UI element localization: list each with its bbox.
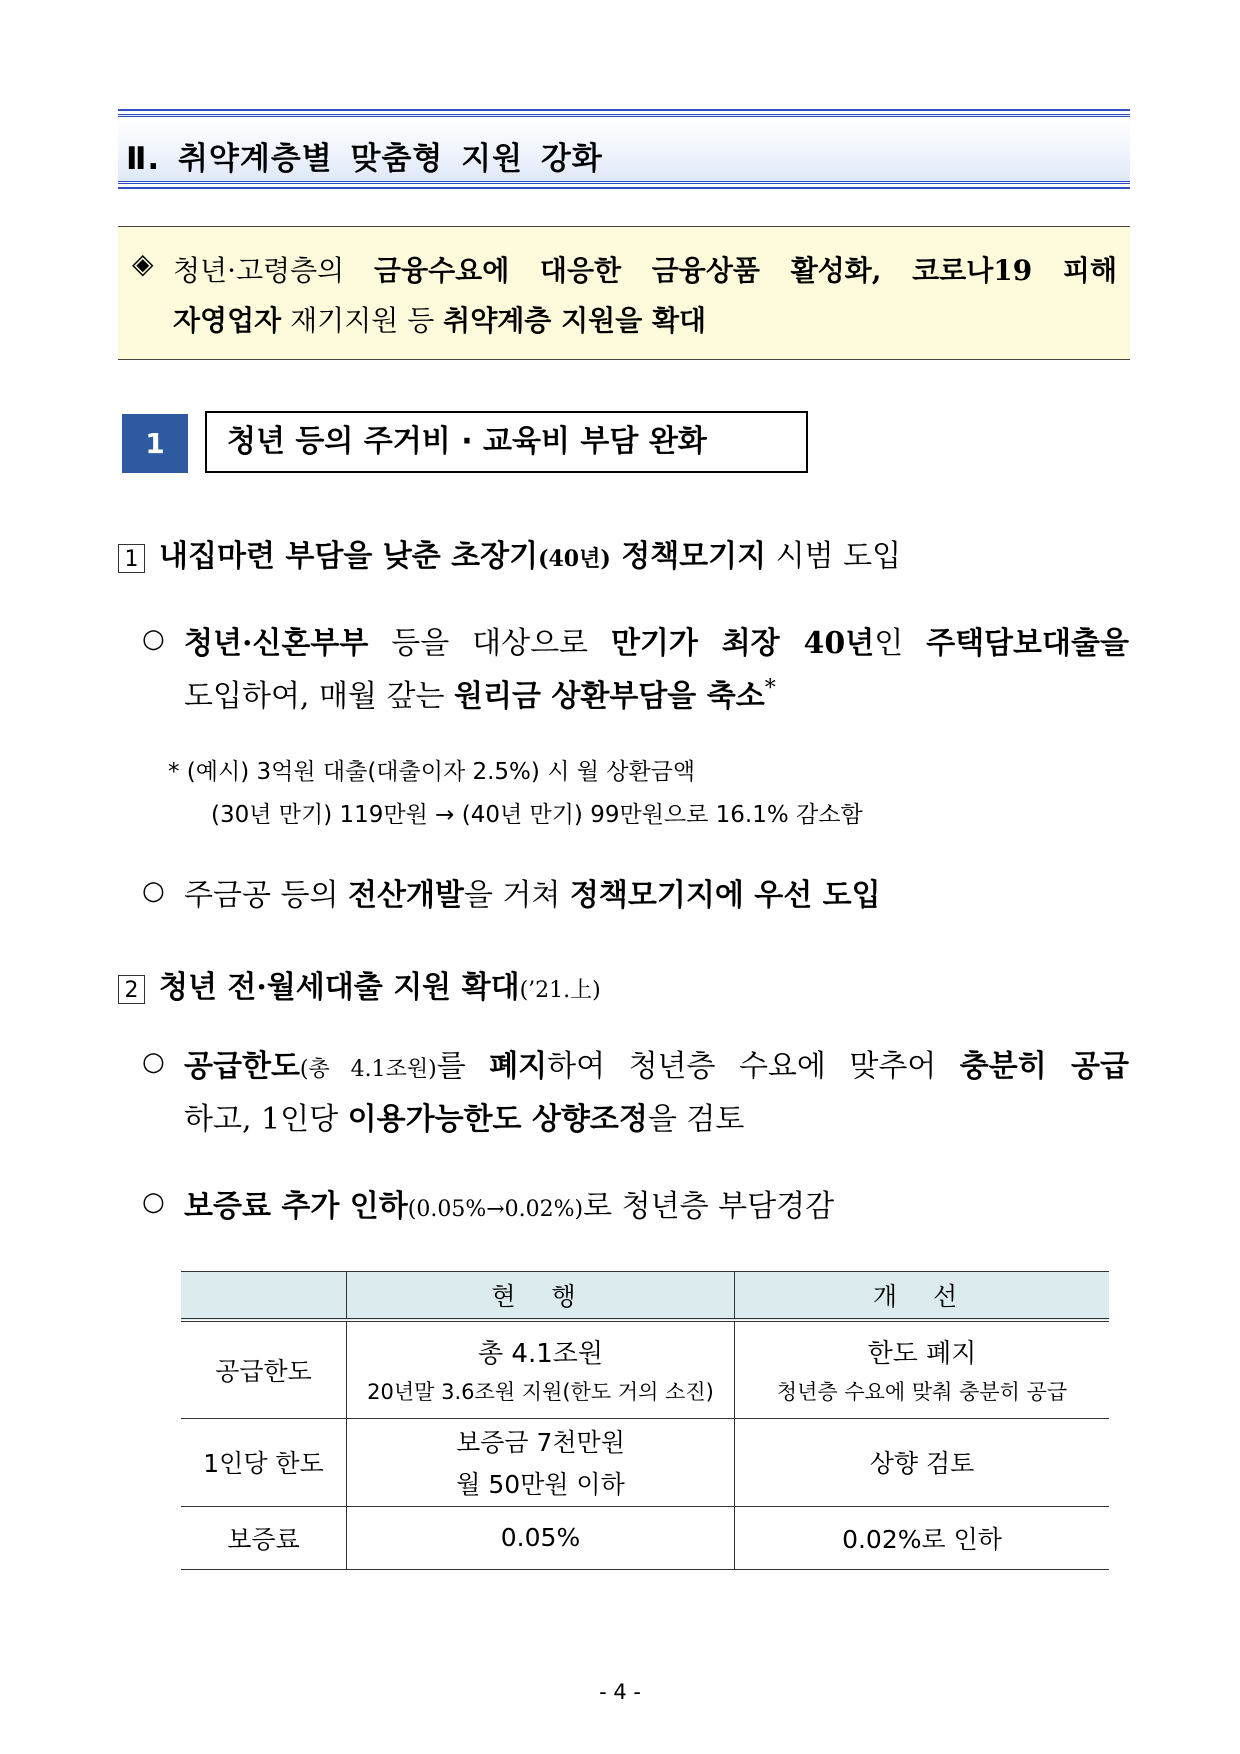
comparison-table	[181, 1271, 1109, 1570]
summary-box	[118, 226, 1130, 360]
subsection-title: 청년 등의 주거비 · 교육비 부담 완화	[205, 411, 808, 473]
row-label: 1인당 한도	[181, 1418, 347, 1506]
circle-bullet-icon: ○	[142, 876, 165, 906]
item-1-para-1-line-2: 도입하여, 매월 갚는 원리금 상환부담을 축소*	[184, 676, 776, 714]
current-cell: 0.05%	[347, 1506, 735, 1569]
section-header	[118, 114, 1130, 184]
table-row	[181, 1320, 1109, 1418]
row-label: 공급한도	[181, 1320, 347, 1418]
current-cell: 총 4.1조원 20년말 3.6조원 지원(한도 거의 소진)	[347, 1320, 735, 1418]
section-title: Ⅱ. 취약계층별 맞춤형 지원 강화	[126, 141, 603, 177]
footnote-line-1: * (예시) 3억원 대출(대출이자 2.5%) 시 월 상환금액	[168, 759, 696, 785]
table-header-row	[181, 1272, 1109, 1321]
summary-line-2: 자영업자 재기지원 등 취약계층 지원을 확대	[173, 304, 707, 337]
table-header-empty	[181, 1272, 347, 1321]
item-1-para-2: 주금공 등의 전산개발을 거쳐 정책모기지에 우선 도입	[184, 878, 881, 913]
diamond-bullet-icon: ◈	[132, 247, 154, 280]
item-2-para-2: 보증료 추가 인하(0.05%→0.02%)로 청년층 부담경감	[184, 1189, 835, 1224]
table-row	[181, 1418, 1109, 1506]
item-number-box: 2	[118, 975, 145, 1004]
item-2-heading: 2 청년 전·월세대출 지원 확대(’21.上)	[118, 962, 601, 1006]
improved-cell: 0.02%로 인하	[735, 1506, 1110, 1569]
circle-bullet-icon: ○	[142, 1187, 165, 1217]
improved-cell: 한도 폐지 청년층 수요에 맞춰 충분히 공급	[735, 1320, 1110, 1418]
circle-bullet-icon: ○	[142, 1047, 165, 1077]
table-header-current: 현 행	[347, 1272, 735, 1321]
subsection-number: 1	[122, 414, 188, 473]
item-2-para-1-line-2: 하고, 1인당 이용가능한도 상향조정을 검토	[184, 1102, 745, 1137]
table-header-improved: 개 선	[735, 1272, 1110, 1321]
row-label: 보증료	[181, 1506, 347, 1569]
item-number-box: 1	[118, 544, 145, 573]
page-number: - 4 -	[599, 1680, 641, 1704]
table-row	[181, 1506, 1109, 1569]
item-1-para-1-line-1: 청년·신혼부부 등을 대상으로 만기가 최장 40년인 주택담보대출을	[184, 626, 1129, 661]
circle-bullet-icon: ○	[142, 624, 165, 654]
current-cell: 보증금 7천만원 월 50만원 이하	[347, 1418, 735, 1506]
item-2-para-1-line-1: 공급한도(총 4.1조원)를 폐지하여 청년층 수요에 맞추어 충분히 공급	[184, 1049, 1129, 1084]
item-1-heading: 1 내집마련 부담을 낮춘 초장기(40년) 정책모기지 시범 도입	[118, 531, 901, 575]
improved-cell: 상향 검토	[735, 1418, 1110, 1506]
summary-line-1: 청년·고령층의 금융수요에 대응한 금융상품 활성화, 코로나19 피해	[173, 254, 1118, 287]
footnote-line-2: (30년 만기) 119만원 → (40년 만기) 99만원으로 16.1% 감소함	[211, 802, 863, 828]
